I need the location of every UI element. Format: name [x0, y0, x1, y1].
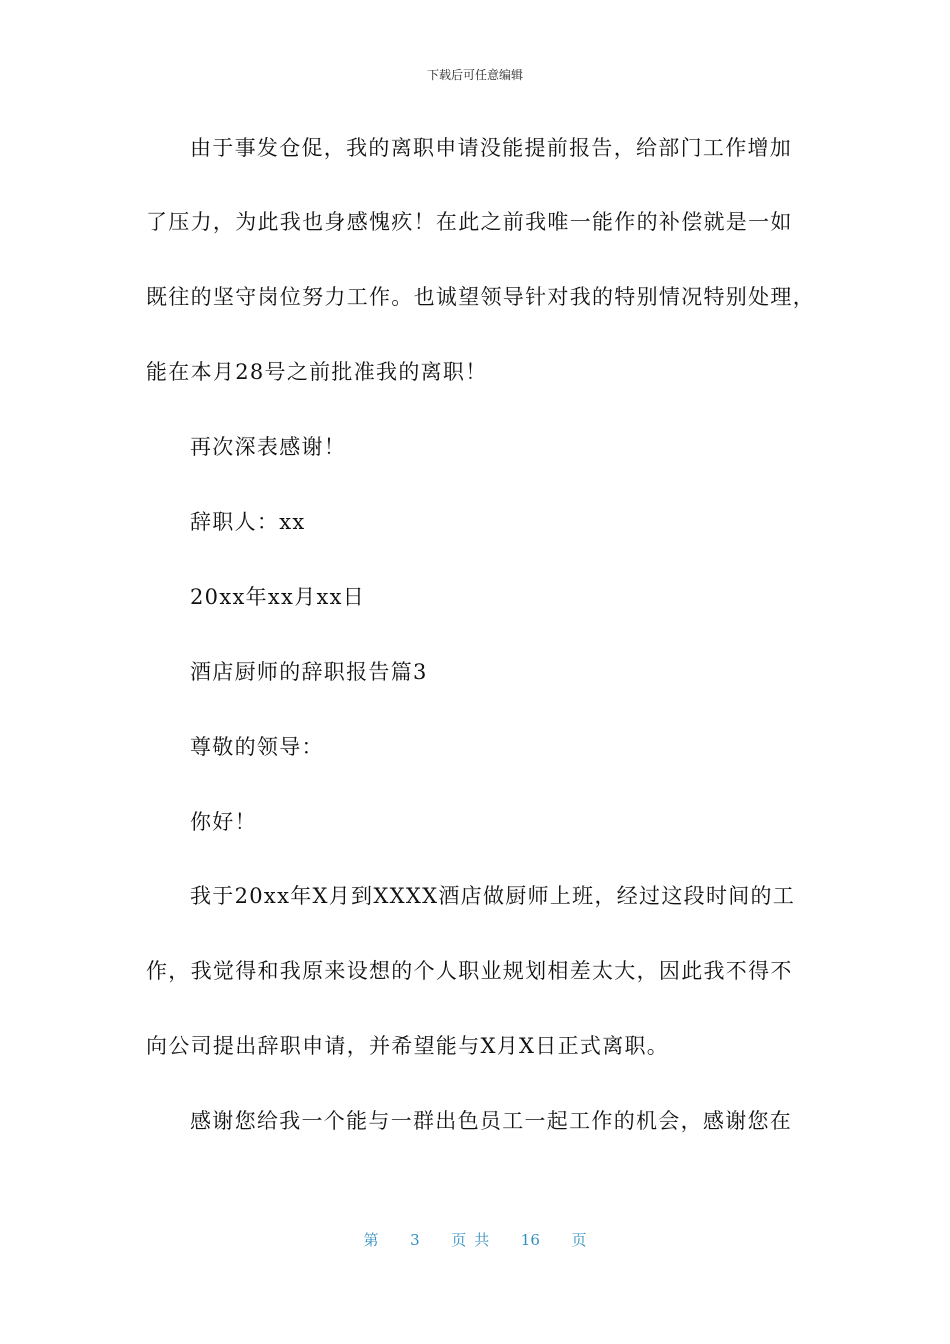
body-line-12: 作，我觉得和我原来设想的个人职业规划相差太大，因此我不得不 [146, 959, 793, 983]
footer-middle: 页共 [451, 1231, 498, 1249]
body-line-2: 了压力，为此我也身感愧疚！在此之前我唯一能作的补偿就是一如 [146, 210, 793, 234]
signature-resigner: 辞职人：xx [190, 510, 306, 534]
salutation: 尊敬的领导： [190, 735, 324, 759]
body-line-13: 向公司提出辞职申请，并希望能与X月X日正式离职。 [146, 1034, 670, 1058]
footer-suffix: 页 [571, 1231, 587, 1249]
body-line-4: 能在本月28号之前批准我的离职！ [146, 360, 488, 384]
signature-date: 20xx年xx月xx日 [190, 585, 366, 609]
greeting: 你好！ [190, 810, 257, 834]
footer-current-page: 3 [410, 1231, 420, 1249]
footer-total-pages: 16 [520, 1231, 540, 1249]
body-line-1: 由于事发仓促，我的离职申请没能提前报告，给部门工作增加 [190, 136, 793, 160]
closing-thanks: 再次深表感谢！ [190, 435, 347, 459]
page-footer [0, 1229, 950, 1250]
body-line-3: 既往的坚守岗位努力工作。也诚望领导针对我的特别情况特别处理， [146, 285, 815, 309]
body-line-14: 感谢您给我一个能与一群出色员工一起工作的机会，感谢您在 [190, 1109, 793, 1133]
section-heading: 酒店厨师的辞职报告篇3 [190, 660, 428, 684]
footer-prefix: 第 [363, 1231, 379, 1249]
page-header-note: 下载后可任意编辑 [426, 68, 523, 82]
body-line-11: 我于20xx年X月到XXXX酒店做厨师上班，经过这段时间的工 [190, 884, 796, 908]
